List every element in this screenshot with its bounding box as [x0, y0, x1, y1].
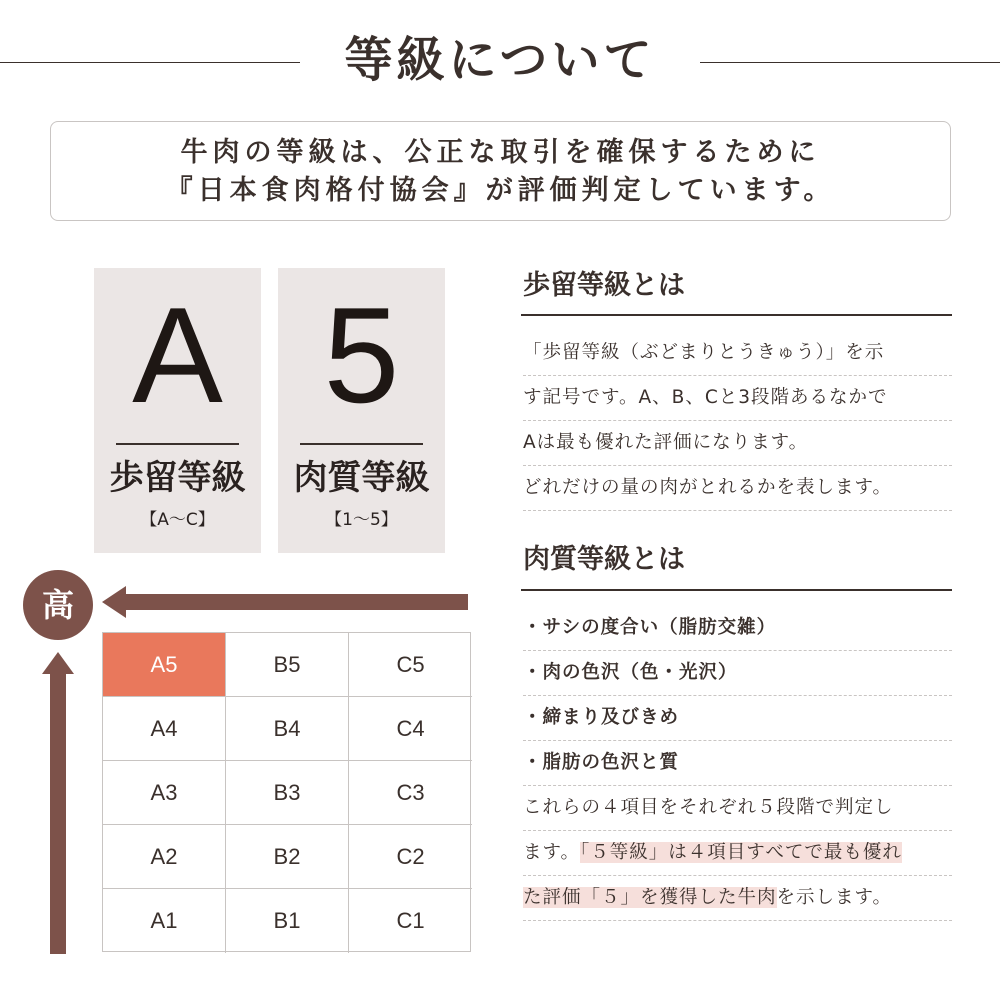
grade-cell-a3: A3 [103, 761, 226, 825]
grade-cell-c5: C5 [349, 633, 472, 697]
high-badge: 高 [23, 570, 93, 640]
quality-body-2-pre: ます。 [523, 842, 581, 863]
yield-line-2: す記号です。A、B、Cと3段階あるなかで [523, 376, 952, 421]
quality-section-rule [521, 589, 952, 591]
grade-cell-a1: A1 [103, 889, 226, 953]
vertical-arrow-shaft [50, 672, 66, 954]
page-title: 等級について [344, 32, 656, 88]
intro-line-1: 牛肉の等級は、公正な取引を確保するために [180, 137, 821, 168]
quality-body-3 [523, 876, 952, 921]
quality-grade-number: 5 [323, 279, 400, 431]
yield-grade-name: 歩留等級 [109, 458, 246, 498]
quality-body-1: これらの４項目をそれぞれ５段階で判定し [523, 786, 952, 831]
quality-section-title: 肉質等級とは [523, 544, 685, 575]
grade-cell-b5: B5 [226, 633, 349, 697]
yield-line-3: Aは最も優れた評価になります。 [523, 421, 952, 466]
card-divider [116, 443, 239, 445]
grade-cell-b3: B3 [226, 761, 349, 825]
intro-box [50, 121, 951, 221]
arrow-up-icon [42, 652, 74, 674]
yield-grade-card [94, 268, 261, 553]
intro-line-2: 『日本食肉格付協会』が評価判定しています。 [165, 175, 836, 206]
grade-cell-c2: C2 [349, 825, 472, 889]
quality-grade-card [278, 268, 445, 553]
quality-grade-name: 肉質等級 [293, 458, 430, 498]
title-rule-left [0, 62, 300, 63]
grade-cell-b1: B1 [226, 889, 349, 953]
grade-cell-c1: C1 [396, 908, 425, 933]
quality-item-4: ・脂肪の色沢と質 [523, 741, 952, 786]
grade-cell-b2: B2 [226, 825, 349, 889]
card-divider [300, 443, 423, 445]
grade-cell-a5: A5 [103, 633, 226, 697]
quality-body-2-highlight: 「５等級」は４項目すべてで最も優れ [580, 842, 902, 863]
quality-item-1: ・サシの度合い（脂肪交雑） [523, 606, 952, 651]
grade-cell-b4: B4 [226, 697, 349, 761]
arrow-left-icon [102, 586, 126, 618]
quality-body-2 [523, 831, 952, 876]
quality-body-3-post: を示します。 [776, 887, 893, 908]
yield-section-title: 歩留等級とは [523, 270, 685, 301]
quality-item-2: ・肉の色沢（色・光沢） [523, 651, 952, 696]
yield-grade-letter: A [132, 279, 223, 431]
grade-grid [102, 632, 471, 952]
quality-item-3: ・締まり及びきめ [523, 696, 952, 741]
horizontal-arrow-shaft [124, 594, 468, 610]
yield-grade-range: 【A～C】 [140, 510, 215, 530]
grade-cell-c4: C4 [349, 697, 472, 761]
quality-grade-range: 【1～5】 [325, 510, 398, 530]
grade-cell-a2: A2 [103, 825, 226, 889]
yield-line-4: どれだけの量の肉がとれるかを表します。 [523, 466, 952, 511]
yield-section-rule [521, 314, 952, 316]
yield-line-1: 「歩留等級（ぶどまりとうきゅう）」を示 [523, 331, 952, 376]
title-rule-right [700, 62, 1000, 63]
grade-cell-a4: A4 [103, 697, 226, 761]
quality-body-3-highlight: た評価「５」を獲得した牛肉 [523, 887, 777, 908]
grade-cell-c3: C3 [349, 761, 472, 825]
